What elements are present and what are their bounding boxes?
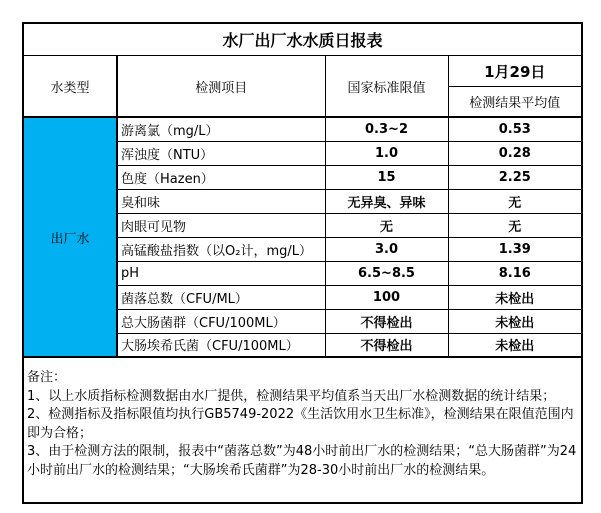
result-cell: 0.53 [448,117,582,141]
result-cell: 0.28 [448,141,582,165]
item-cell: 游离氯（mg/L） [117,117,325,141]
result-cell: 未检出 [448,309,582,333]
standard-cell: 6.5~8.5 [325,261,448,285]
report-title: 水厂出厂水水质日报表 [23,23,582,56]
result-cell: 无 [448,213,582,237]
standard-cell: 无 [325,213,448,237]
notes-cell [23,357,582,503]
notes-block [27,369,577,480]
notes-row [23,357,582,503]
standard-cell: 3.0 [325,237,448,261]
measurement-rows [23,117,582,357]
note-line: 3、由于检测方法的限制，报表中“菌落总数”为48小时前出厂水的检测结果；“总大肠菌群”为24小时前出厂水的检测结果；“大肠埃希氏菌群”为28-30小时前出厂水的检测结果。 [27,444,577,478]
title-row [23,23,582,56]
item-cell: 菌落总数（CFU/ML） [117,285,325,309]
result-cell: 无 [448,189,582,213]
standard-cell: 0.3~2 [325,117,448,141]
col-header-item: 检测项目 [117,56,325,118]
item-cell: 大肠埃希氏菌（CFU/100ML） [117,333,325,357]
result-cell: 2.25 [448,165,582,189]
col-header-standard: 国家标准限值 [325,56,448,118]
water-type-cell: 出厂水 [23,117,117,357]
notes-label: 备注： [27,370,67,385]
report-date: 1月29日 [448,56,582,87]
result-cell: 1.39 [448,237,582,261]
table-row [23,117,582,141]
standard-cell: 无异臭、异味 [325,189,448,213]
note-line: 2、检测指标及指标限值均执行GB5749-2022《生活饮用水卫生标准》，检测结果在限值范围内即为合格； [27,407,574,441]
result-cell: 8.16 [448,261,582,285]
result-cell: 未检出 [448,333,582,357]
standard-cell: 1.0 [325,141,448,165]
standard-cell: 15 [325,165,448,189]
standard-cell: 100 [325,285,448,309]
col-header-result: 检测结果平均值 [448,87,582,118]
item-cell: 肉眼可见物 [117,213,325,237]
item-cell: 高锰酸盐指数（以O₂计，mg/L） [117,237,325,261]
item-cell: 总大肠菌群（CFU/100ML） [117,309,325,333]
standard-cell: 不得检出 [325,333,448,357]
water-quality-table [22,22,583,504]
item-cell: 色度（Hazen） [117,165,325,189]
header-row [23,56,582,87]
item-cell: 臭和味 [117,189,325,213]
standard-cell: 不得检出 [325,309,448,333]
result-cell: 未检出 [448,285,582,309]
item-cell: pH [117,261,325,285]
note-line: 1、以上水质指标检测数据由水厂提供，检测结果平均值系当天出厂水检测数据的统计结果； [27,388,556,404]
item-cell: 浑浊度（NTU） [117,141,325,165]
col-header-water-type: 水类型 [23,56,117,118]
